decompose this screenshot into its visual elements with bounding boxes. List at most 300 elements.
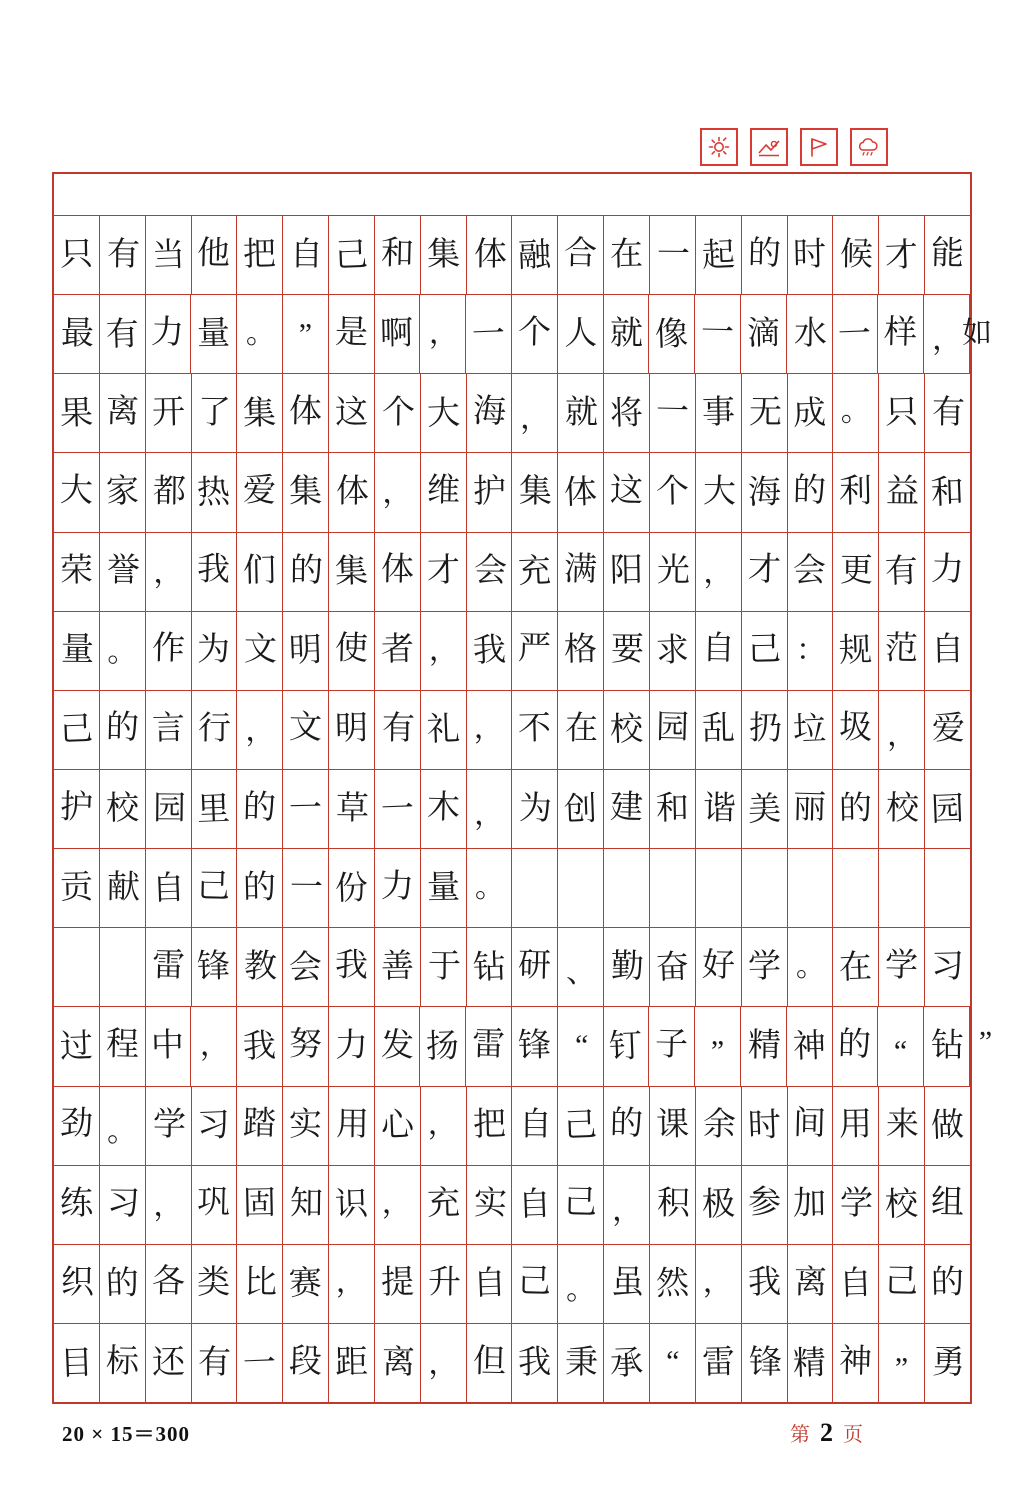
grid-cell: [604, 533, 650, 611]
handwritten-character: 在: [609, 236, 644, 273]
handwritten-character: 还: [151, 1344, 185, 1381]
grid-cell: [237, 295, 283, 373]
handwritten-character: 的: [838, 790, 873, 827]
grid-cell: [146, 691, 192, 769]
grid-cell: [650, 849, 696, 927]
handwritten-character: 里: [196, 790, 232, 829]
handwritten-character: 识: [334, 1186, 369, 1224]
handwritten-character: 余: [702, 1106, 736, 1144]
grid-header-row: [54, 174, 970, 216]
grid-cell: [192, 533, 238, 611]
handwritten-character: 的: [242, 869, 277, 907]
grid-cell: [192, 216, 238, 294]
grid-cell: [421, 849, 467, 927]
stamp-row: [700, 128, 888, 166]
handwritten-character: 比: [244, 1265, 278, 1302]
grid-cell: [146, 1324, 192, 1402]
handwritten-character: 心: [380, 1107, 415, 1145]
grid-cell: [649, 295, 695, 373]
sun-stamp: [700, 128, 738, 166]
handwritten-character: ，: [199, 1029, 230, 1063]
handwritten-character: 自: [471, 1265, 507, 1304]
handwritten-character: 美: [746, 790, 782, 829]
grid-cell: [421, 374, 467, 452]
handwritten-character: ”: [298, 317, 313, 352]
handwritten-character: 的: [930, 1265, 965, 1302]
grid-cell: [650, 691, 696, 769]
grid-cell: [558, 216, 604, 294]
grid-cell: [421, 533, 467, 611]
grid-cell: [329, 1245, 375, 1323]
handwritten-character: 自: [838, 1265, 873, 1304]
grid-cell: [375, 691, 421, 769]
grid-cell: [421, 612, 467, 690]
grid-cell: [833, 770, 879, 848]
handwritten-character: 量: [60, 632, 95, 669]
cloud-stamp: [850, 128, 888, 166]
handwritten-character: ，: [381, 1186, 413, 1221]
grid-cell: [512, 1087, 558, 1165]
grid-cell: [329, 849, 375, 927]
handwritten-character: 更: [840, 552, 874, 590]
grid-row: [54, 533, 970, 612]
grid-cell: [833, 374, 879, 452]
handwritten-character: 会: [793, 552, 827, 590]
handwritten-character: 做: [930, 1107, 965, 1145]
grid-cell: [558, 453, 604, 531]
grid-cell: [467, 1087, 513, 1165]
handwritten-character: 力: [380, 868, 415, 906]
grid-cell: [467, 216, 513, 294]
handwritten-character: 个: [517, 314, 552, 352]
grid-cell: [512, 1007, 558, 1085]
handwritten-character: 和: [655, 790, 690, 827]
grid-cell: [237, 691, 283, 769]
handwritten-character: 海: [472, 393, 506, 431]
grid-cell: [54, 1245, 100, 1323]
handwritten-character: 提: [380, 1265, 415, 1302]
grid-cell: [329, 1324, 375, 1402]
handwritten-character: ，: [886, 718, 917, 753]
handwritten-character: 有: [931, 394, 966, 432]
grid-row: [54, 1087, 970, 1166]
grid-cell: [512, 691, 558, 769]
handwritten-character: 一: [242, 1344, 277, 1383]
handwritten-character: 充: [426, 1185, 461, 1223]
grid-cell: [467, 612, 513, 690]
grid-cell: [54, 1166, 100, 1244]
grid-cell: [650, 1087, 696, 1165]
handwritten-character: ，: [427, 1346, 459, 1381]
grid-cell: [512, 1245, 558, 1323]
handwritten-character: 子: [654, 1026, 689, 1064]
grid-cell: [879, 928, 925, 1006]
grid-cell: [329, 1087, 375, 1165]
handwritten-character: 园: [655, 710, 690, 747]
grid-cell: [100, 453, 146, 531]
grid-cell: [558, 1007, 604, 1085]
grid-cell: [788, 1245, 834, 1323]
grid-cell: [512, 612, 558, 690]
grid-cell: [375, 849, 421, 927]
grid-cell: [192, 612, 238, 690]
handwritten-character: 升: [427, 1265, 461, 1302]
handwritten-character: 知: [289, 1186, 324, 1223]
grid-cell: [558, 295, 604, 373]
grid-cell: [54, 612, 100, 690]
overflow-character: 如: [961, 316, 993, 351]
handwritten-character: 融: [517, 236, 553, 275]
handwritten-character: 扔: [748, 711, 782, 748]
handwritten-character: 成: [792, 395, 828, 433]
grid-cell: [283, 1007, 329, 1085]
handwritten-character: 学: [747, 948, 781, 986]
grid-cell: [649, 1007, 695, 1085]
handwritten-character: 才: [884, 236, 919, 275]
grid-cell: [696, 612, 742, 690]
grid-cell: [742, 1087, 788, 1165]
grid-cell: [467, 533, 513, 611]
grid-cell: [329, 928, 375, 1006]
handwritten-character: 虽: [610, 1265, 645, 1302]
handwritten-character: 只: [59, 236, 94, 273]
handwritten-character: “: [574, 1029, 589, 1063]
grid-cell: [192, 1245, 238, 1323]
grid-cell: [512, 374, 558, 452]
handwritten-character: 好: [701, 947, 736, 985]
grid-cell: [100, 770, 146, 848]
grid-cell: [146, 612, 192, 690]
grid-cell: [421, 1324, 467, 1402]
grid-cell: [421, 1166, 467, 1244]
handwritten-character: 研: [517, 947, 552, 985]
grid-cell: [833, 849, 879, 927]
handwritten-character: 标: [105, 1343, 140, 1380]
grid-cell: [650, 533, 696, 611]
handwritten-character: 钻: [930, 1027, 965, 1065]
grid-cell: [742, 1166, 788, 1244]
grid-cell: [833, 1245, 879, 1323]
handwritten-character: 献: [106, 869, 140, 906]
grid-cell: [604, 453, 650, 531]
handwritten-character: 有: [198, 1344, 232, 1381]
grid-cell: [879, 453, 925, 531]
handwritten-character: 织: [60, 1265, 95, 1302]
handwritten-character: 承: [609, 1344, 644, 1383]
grid-cell: [421, 770, 467, 848]
grid-cell: [604, 295, 650, 373]
handwritten-character: 己: [884, 1263, 919, 1301]
grid-cell: [54, 691, 100, 769]
grid-cell: [329, 453, 375, 531]
grid-cell: [375, 1166, 421, 1244]
grid-cell: [54, 453, 100, 531]
grid-cell: [421, 216, 467, 294]
grid-cell: [650, 612, 696, 690]
grid-cell: [558, 1087, 604, 1165]
handwritten-character: 一: [471, 316, 506, 354]
grid-cell: [788, 1324, 834, 1402]
handwritten-character: 一: [288, 790, 323, 827]
grid-cell: [100, 691, 146, 769]
grid-cell: [54, 849, 100, 927]
grid-cell: [650, 374, 696, 452]
grid-cell: [329, 1166, 375, 1244]
handwritten-character: 的: [609, 1105, 644, 1143]
grid-cell: [329, 295, 375, 373]
grid-cell: [742, 1245, 788, 1323]
grid-cell: [100, 849, 146, 927]
grid-cell: [192, 691, 238, 769]
grid-cell: [375, 453, 421, 531]
handwritten-character: 组: [930, 1184, 965, 1222]
handwritten-character: 离: [105, 393, 140, 431]
handwritten-character: 固: [242, 1185, 277, 1223]
grid-row: [54, 691, 970, 770]
grid-cell: [467, 1245, 513, 1323]
handwritten-character: 钻: [471, 949, 507, 987]
grid-cell: [420, 1007, 466, 1085]
grid-cell: [54, 1324, 100, 1402]
handwritten-character: 他: [197, 235, 231, 272]
handwritten-character: 校: [609, 711, 644, 750]
grid-cell: [192, 770, 238, 848]
handwritten-character: ”: [894, 1351, 909, 1386]
handwritten-character: 丽: [793, 789, 827, 826]
grid-cell: [375, 374, 421, 452]
handwritten-character: 程: [105, 1026, 140, 1064]
handwritten-character: 。: [474, 871, 506, 905]
handwritten-character: 有: [105, 316, 140, 354]
handwritten-character: 中: [151, 1027, 185, 1065]
grid-cell: [467, 1166, 513, 1244]
handwritten-character: 。: [795, 950, 827, 984]
handwritten-character: 教: [244, 948, 278, 986]
handwritten-character: 己: [747, 631, 781, 669]
overflow-character: ”: [978, 1025, 993, 1060]
grid-cell: [696, 374, 742, 452]
grid-cell: [283, 691, 329, 769]
grid-cell: [558, 928, 604, 1006]
handwritten-character: 间: [793, 1105, 827, 1143]
handwritten-character: “: [665, 1344, 680, 1379]
grid-cell: [558, 1166, 604, 1244]
handwritten-character: 利: [838, 473, 873, 511]
grid-cell: [54, 533, 100, 611]
grid-cell: [375, 533, 421, 611]
handwritten-character: 圾: [838, 710, 873, 747]
handwritten-character: ，: [702, 1265, 734, 1300]
grid-cell: [788, 691, 834, 769]
handwritten-character: 。: [565, 1272, 596, 1307]
handwritten-character: 扬: [425, 1028, 460, 1066]
grid-cell: [192, 453, 238, 531]
handwritten-character: ，: [336, 1265, 367, 1300]
grid-cell: [788, 612, 834, 690]
grid-cell: [879, 1245, 925, 1323]
grid-cell: [237, 1007, 283, 1085]
handwritten-character: 的: [838, 1026, 872, 1064]
handwritten-character: 努: [288, 1026, 323, 1064]
handwritten-character: 一: [380, 790, 415, 829]
grid-cell: [146, 533, 192, 611]
handwritten-character: 者: [380, 631, 415, 669]
grid-cell: [421, 691, 467, 769]
grid-cell: [512, 849, 558, 927]
handwritten-character: 和: [930, 474, 965, 512]
handwritten-character: 精: [747, 1027, 782, 1065]
handwritten-character: 自: [150, 870, 186, 908]
grid-cell: [54, 374, 100, 452]
handwritten-character: 秉: [565, 1344, 599, 1381]
handwritten-character: 实: [288, 1106, 323, 1144]
handwritten-character: 目: [59, 1344, 94, 1383]
grid-cell: [329, 374, 375, 452]
handwritten-character: 大: [702, 473, 736, 511]
handwritten-character: 垃: [792, 711, 828, 750]
grid-cell: [604, 1007, 650, 1085]
handwritten-character: 习: [106, 1186, 140, 1223]
handwritten-character: 合: [563, 235, 598, 272]
handwritten-character: 会: [288, 949, 323, 987]
handwritten-character: 为: [519, 790, 553, 827]
handwritten-character: 。: [245, 317, 276, 351]
grid-row: [54, 849, 970, 928]
grid-cell: [283, 216, 329, 294]
grid-cell: [741, 1007, 787, 1085]
grid-cell: [329, 216, 375, 294]
grid-cell: [604, 770, 650, 848]
handwritten-character: ，: [473, 711, 505, 746]
handwritten-character: 。: [106, 1114, 138, 1148]
handwritten-character: 使: [334, 630, 369, 668]
grid-cell: [283, 928, 329, 1006]
handwritten-character: 力: [151, 314, 185, 352]
grid-cell: [558, 612, 604, 690]
handwritten-character: 滴: [746, 315, 781, 353]
handwritten-character: 来: [885, 1106, 920, 1144]
handwritten-character: 于: [427, 948, 461, 986]
handwritten-character: 力: [930, 551, 965, 589]
grid-cell: [879, 1324, 925, 1402]
handwritten-character: 在: [838, 949, 873, 987]
handwritten-character: 会: [473, 552, 507, 590]
grid-cell: [604, 1166, 650, 1244]
grid-cell: [467, 770, 513, 848]
handwritten-character: 参: [747, 1184, 782, 1222]
grid-cell: [924, 1007, 970, 1085]
grid-cell: [696, 1087, 742, 1165]
handwritten-character: 充: [517, 553, 553, 591]
handwritten-character: ，: [611, 1193, 642, 1228]
grid-cell: [146, 1087, 192, 1165]
handwritten-character: 体: [473, 236, 507, 273]
handwritten-character: 了: [198, 394, 232, 432]
grid-cell: [466, 295, 512, 373]
grid-cell: [283, 770, 329, 848]
grid-cell: [237, 1245, 283, 1323]
grid-cell: [146, 928, 192, 1006]
grid-cell: [604, 928, 650, 1006]
flag-stamp: [800, 128, 838, 166]
grid-cell: [833, 1007, 879, 1085]
grid-cell: [283, 849, 329, 927]
handwritten-character: 自: [930, 631, 965, 669]
handwritten-character: 我: [471, 632, 507, 670]
handwritten-character: ，: [427, 1107, 459, 1141]
grid-cell: [237, 612, 283, 690]
grid-row: [54, 1245, 970, 1324]
grid-cell: [788, 1087, 834, 1165]
grid-cell: [375, 612, 421, 690]
grid-cell: [146, 216, 192, 294]
handwritten-character: 体: [380, 551, 415, 589]
grid-cell: [329, 691, 375, 769]
handwritten-character: 是: [334, 314, 369, 352]
handwritten-character: 这: [334, 394, 369, 432]
handwritten-character: 积: [656, 1186, 691, 1223]
grid-row: [54, 216, 970, 295]
grid-cell: [54, 770, 100, 848]
handwritten-character: 善: [380, 948, 415, 986]
grid-cell: [650, 770, 696, 848]
grid-cell: [100, 216, 146, 294]
grid-cell: [788, 374, 834, 452]
grid-cell: [558, 374, 604, 452]
handwritten-character: 劲: [59, 1105, 94, 1143]
grid-cell: [512, 770, 558, 848]
handwritten-character: ”: [710, 1035, 725, 1069]
handwritten-character: 集: [519, 473, 553, 511]
handwritten-character: 极: [701, 1186, 736, 1224]
handwritten-character: 集: [334, 553, 369, 591]
handwritten-character: 的: [105, 710, 140, 747]
grid-cell: [237, 374, 283, 452]
handwritten-character: 巩: [197, 1184, 231, 1222]
grid-cell: [467, 849, 513, 927]
grid-cell: [879, 533, 925, 611]
handwritten-character: 水: [793, 315, 827, 352]
handwritten-character: 创: [563, 790, 598, 829]
handwritten-character: 份: [334, 870, 369, 908]
grid-cell: [788, 453, 834, 531]
handwritten-character: 离: [794, 1265, 828, 1302]
grid-cell: [192, 1166, 238, 1244]
handwritten-character: ，: [244, 713, 276, 748]
grid-cell: [100, 374, 146, 452]
handwritten-character: ，: [152, 1188, 184, 1223]
handwritten-character: 要: [610, 632, 645, 669]
handwritten-character: 事: [701, 394, 736, 432]
grid-cell: [925, 453, 970, 531]
grid-cell: [788, 216, 834, 294]
grid-cell: [787, 1007, 833, 1085]
grid-cell: [100, 533, 146, 611]
grid-cell: [788, 533, 834, 611]
grid-cell: [192, 849, 238, 927]
handwritten-character: 人: [563, 315, 598, 353]
handwritten-character: 热: [196, 474, 232, 512]
grid-cell: [421, 453, 467, 531]
handwritten-character: 各: [151, 1263, 186, 1301]
handwritten-character: 明: [334, 711, 369, 748]
handwritten-character: 校: [884, 1186, 919, 1224]
grid-cell: [192, 1324, 238, 1402]
grid-cell: [650, 1324, 696, 1402]
handwritten-character: 的: [793, 472, 827, 510]
grid-cell: [925, 612, 970, 690]
handwritten-character: 学: [840, 1186, 874, 1223]
